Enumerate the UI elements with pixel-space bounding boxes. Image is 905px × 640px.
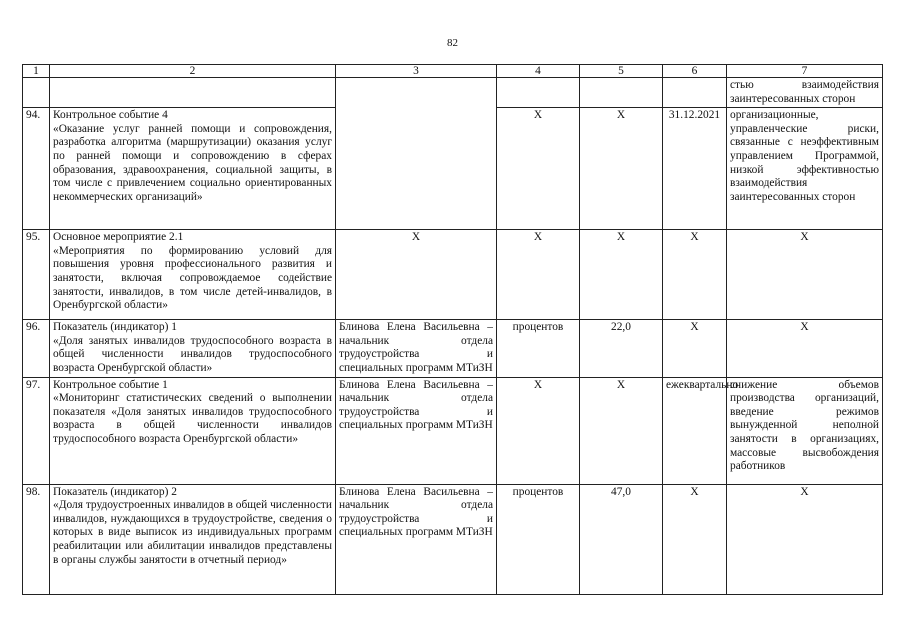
row-number: 94. xyxy=(23,108,50,230)
event-title: Контрольное событие 1 xyxy=(53,378,168,391)
table-row xyxy=(23,377,883,484)
cell-value xyxy=(580,78,663,108)
cell-risks: Х xyxy=(727,320,883,377)
cell-risks: снижение объемов производства организаций, введение режимов вынужденной неполной занятости в организациях, массовые высвобождения работников xyxy=(727,377,883,484)
cell-risks: Х xyxy=(727,484,883,594)
cell-date: ежеквартально xyxy=(663,377,727,484)
cell-unit xyxy=(497,78,580,108)
program-table xyxy=(22,64,883,595)
cell-date: 31.12.2021 xyxy=(663,108,727,230)
row-number: 96. xyxy=(23,320,50,377)
cell-date: Х xyxy=(663,484,727,594)
cell-num xyxy=(23,78,50,108)
cell-name xyxy=(50,108,336,230)
event-description: «Оказание услуг ранней помощи и сопровождения, разработка алгоритма (маршрутизации) оказания услуг по ранней помощи и сопровождению в сферах образования, здравоохранения, социальной защиты, в том числе с привлечением социально ориентированных некоммерческих организаций» xyxy=(53,122,332,203)
event-description: «Мероприятия по формированию условий для повышения уровня профессионального развития и занятости, включая сопровождаемое содействие занятости, инвалидов, в том числе детей-инвалидов, в Оренбургской области» xyxy=(53,244,332,312)
event-description: «Мониторинг статистических сведений о выполнении показателя «Доля занятых инвалидов трудоспособного возраста в общей численности инвалидов трудоспособного возраста Оренбургской области» xyxy=(53,392,332,445)
column-number: 2 xyxy=(50,65,336,78)
indicator-title: Показатель (индикатор) 2 xyxy=(53,485,177,498)
cell-name xyxy=(50,377,336,484)
cell-responsible: Х xyxy=(336,230,497,320)
page-number: 82 xyxy=(447,37,458,49)
cell-date: Х xyxy=(663,320,727,377)
cell-responsible: Блинова Елена Васильевна – начальник отдела трудоустройства и специальных программ МТиЗН xyxy=(336,377,497,484)
column-number-row xyxy=(23,65,883,78)
column-number: 3 xyxy=(336,65,497,78)
cell-value: 47,0 xyxy=(580,484,663,594)
cell-risks: стью взаимодействия заинтересованных сторон xyxy=(727,78,883,108)
row-number: 97. xyxy=(23,377,50,484)
cell-risks: организационные, управленческие риски, связанные с неэффективным управлением Программой, низкой эффективностью взаимодействия заинтересованных сторон xyxy=(727,108,883,230)
cell-responsible: Блинова Елена Васильевна – начальник отдела трудоустройства и специальных программ МТиЗН xyxy=(336,484,497,594)
cell-name xyxy=(50,78,336,108)
table-row xyxy=(23,230,883,320)
cell-unit: процентов xyxy=(497,484,580,594)
column-number: 7 xyxy=(727,65,883,78)
table-row xyxy=(23,484,883,594)
indicator-description: «Доля занятых инвалидов трудоспособного возраста в общей численности инвалидов трудоспособного возраста Оренбургской области» xyxy=(53,334,332,374)
cell-name xyxy=(50,230,336,320)
cell-value: Х xyxy=(580,108,663,230)
indicator-description: «Доля трудоустроенных инвалидов в общей численности инвалидов, нуждающихся в трудоустройстве, сведения о которых в виде выписок из индивидуальных программ реабилитации или абилитации инвалидов представлены в органы службы занятости в отчетный период» xyxy=(53,499,332,566)
cell-unit: процентов xyxy=(497,320,580,377)
event-title: Основное мероприятие 2.1 xyxy=(53,231,184,244)
column-number: 1 xyxy=(23,65,50,78)
cell-date: Х xyxy=(663,230,727,320)
cell-risks: Х xyxy=(727,230,883,320)
indicator-title: Показатель (индикатор) 1 xyxy=(53,321,177,334)
cell-responsible: Блинова Елена Васильевна – начальник отдела трудоустройства и специальных программ МТиЗН xyxy=(336,320,497,377)
column-number: 6 xyxy=(663,65,727,78)
table-row xyxy=(23,320,883,377)
column-number: 5 xyxy=(580,65,663,78)
continuation-row xyxy=(23,78,883,108)
row-number: 98. xyxy=(23,484,50,594)
event-title: Контрольное событие 4 xyxy=(53,109,168,122)
column-number: 4 xyxy=(497,65,580,78)
cell-name xyxy=(50,320,336,377)
cell-name xyxy=(50,484,336,594)
cell-value: Х xyxy=(580,230,663,320)
cell-responsible xyxy=(336,78,497,230)
cell-value: Х xyxy=(580,377,663,484)
cell-date xyxy=(663,78,727,108)
cell-unit: Х xyxy=(497,108,580,230)
cell-unit: Х xyxy=(497,230,580,320)
cell-unit: Х xyxy=(497,377,580,484)
cell-value: 22,0 xyxy=(580,320,663,377)
row-number: 95. xyxy=(23,230,50,320)
